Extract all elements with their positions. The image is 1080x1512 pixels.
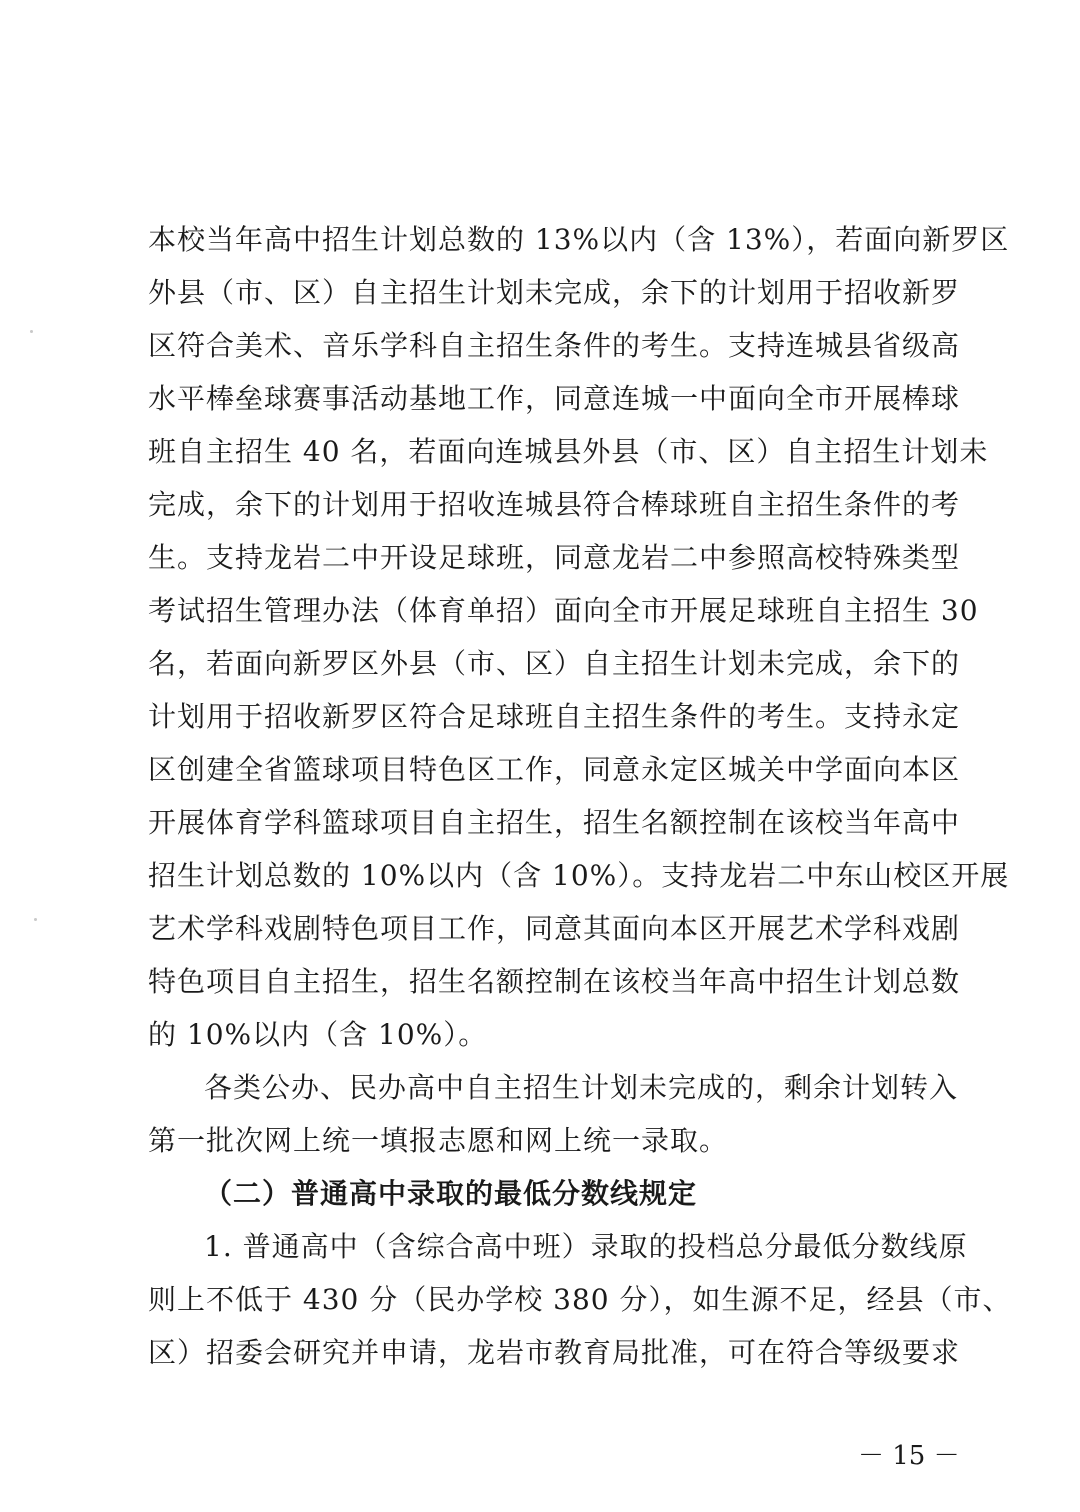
text-line: 开展体育学科篮球项目自主招生，招生名额控制在该校当年高中: [148, 806, 961, 839]
text-line: 第一批次网上统一填报志愿和网上统一录取。: [148, 1124, 729, 1157]
text-line: 外县（市、区）自主招生计划未完成，余下的计划用于招收新罗: [148, 276, 961, 309]
scan-speck: [30, 330, 33, 333]
text-line: 名，若面向新罗区外县（市、区）自主招生计划未完成，余下的: [148, 647, 961, 680]
text-line: 本校当年高中招生计划总数的 13%以内（含 13%），若面向新罗区: [148, 223, 1010, 256]
section-heading: （二）普通高中录取的最低分数线规定: [204, 1177, 698, 1210]
text-line: 区符合美术、音乐学科自主招生条件的考生。支持连城县省级高: [148, 329, 961, 362]
text-line: 的 10%以内（含 10%）。: [148, 1018, 488, 1051]
text-line: 完成，余下的计划用于招收连城县符合棒球班自主招生条件的考: [148, 488, 961, 521]
text-line: 考试招生管理办法（体育单招）面向全市开展足球班自主招生 30: [148, 594, 979, 627]
paragraph-first-line: 1. 普通高中（含综合高中班）录取的投档总分最低分数线原: [204, 1230, 968, 1263]
text-line: 特色项目自主招生，招生名额控制在该校当年高中招生计划总数: [148, 965, 961, 998]
text-line: 区创建全省篮球项目特色区工作，同意永定区城关中学面向本区: [148, 753, 961, 786]
page-number: － 15 －: [858, 1441, 960, 1471]
text-line: 生。支持龙岩二中开设足球班，同意龙岩二中参照高校特殊类型: [148, 541, 961, 574]
scan-speck: [34, 918, 37, 921]
text-line: 计划用于招收新罗区符合足球班自主招生条件的考生。支持永定: [148, 700, 961, 733]
text-line: 班自主招生 40 名，若面向连城县外县（市、区）自主招生计划未: [148, 435, 989, 468]
text-line: 则上不低于 430 分（民办学校 380 分），如生源不足，经县（市、: [148, 1283, 1012, 1316]
text-line: 招生计划总数的 10%以内（含 10%）。支持龙岩二中东山校区开展: [148, 859, 1010, 892]
paragraph-first-line: 各类公办、民办高中自主招生计划未完成的，剩余计划转入: [204, 1071, 959, 1104]
text-line: 区）招委会研究并申请，龙岩市教育局批准，可在符合等级要求: [148, 1336, 961, 1369]
text-line: 水平棒垒球赛事活动基地工作，同意连城一中面向全市开展棒球: [148, 382, 961, 415]
text-line: 艺术学科戏剧特色项目工作，同意其面向本区开展艺术学科戏剧: [148, 912, 961, 945]
